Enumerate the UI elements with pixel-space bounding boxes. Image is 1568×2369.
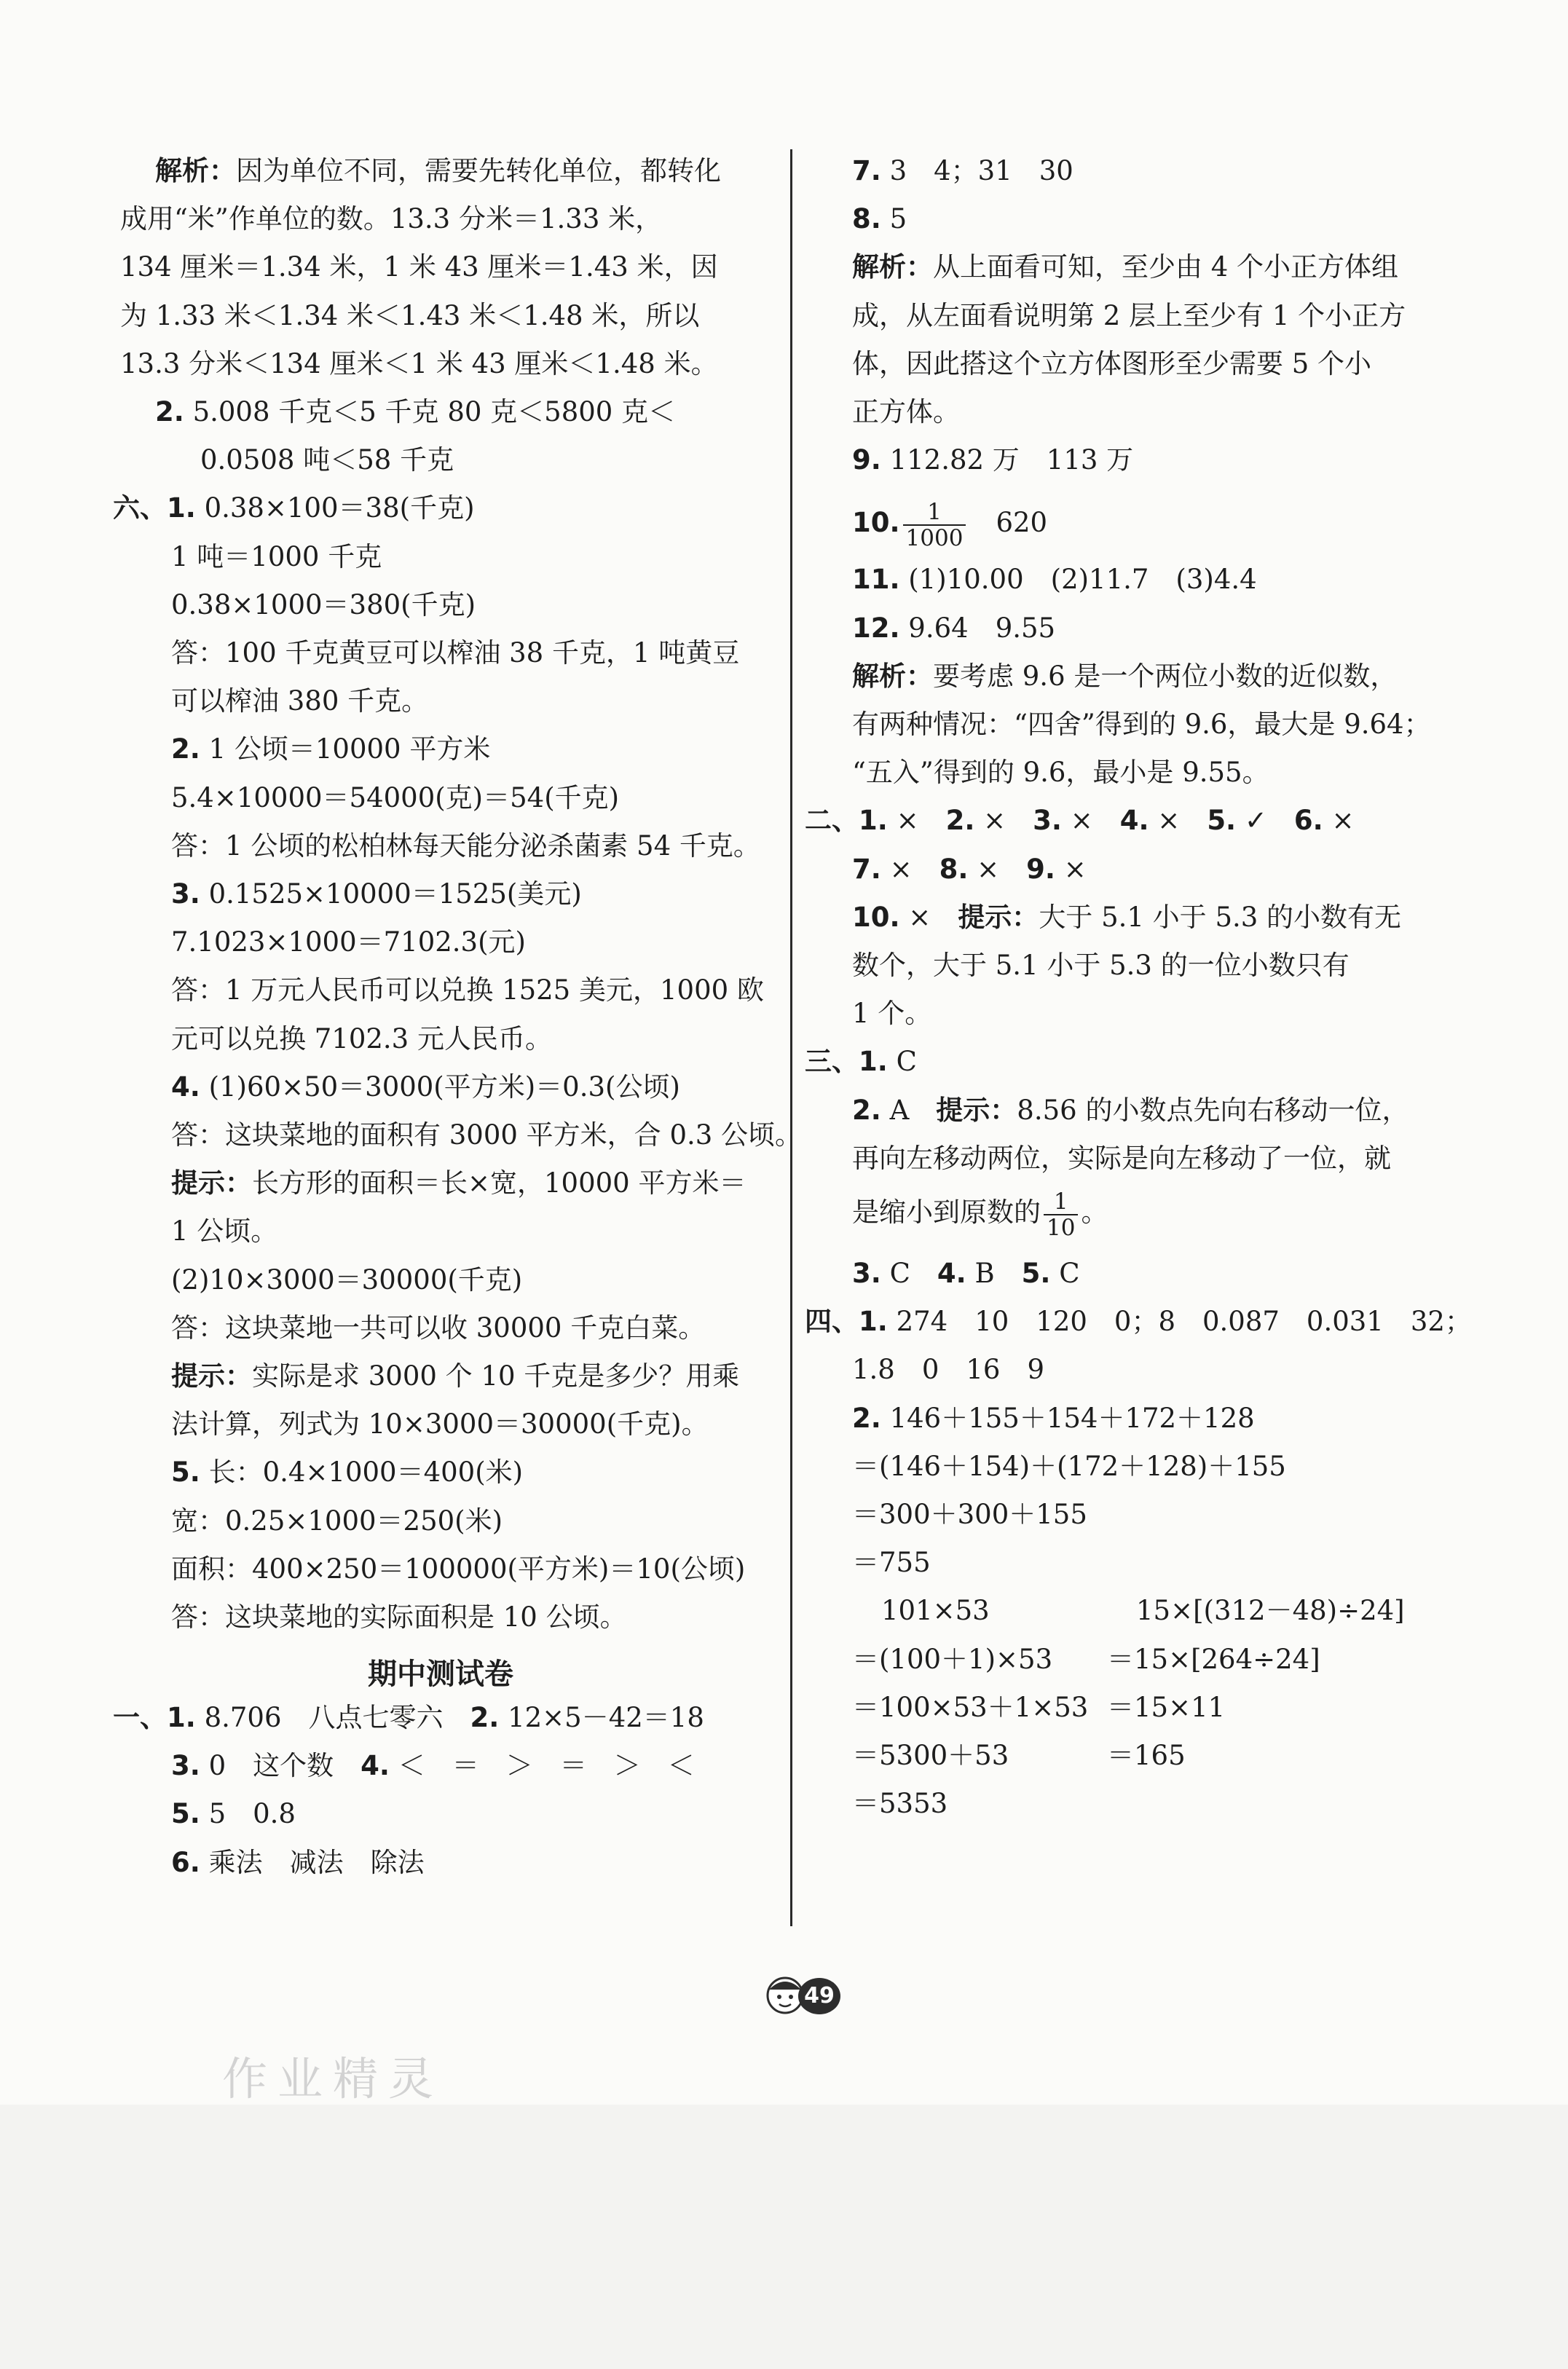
line-text: × xyxy=(887,805,946,836)
line-text: 从上面看可知，至少由 4 个小正方体组 xyxy=(933,251,1399,283)
line-text: × xyxy=(880,854,939,885)
line-text: C xyxy=(1050,1258,1080,1289)
answer-line xyxy=(171,1258,522,1302)
label-bold: 3. xyxy=(1033,805,1062,836)
answer-line xyxy=(171,1113,802,1157)
answer-line xyxy=(852,438,1133,482)
answer-line xyxy=(171,1065,680,1109)
answer-line xyxy=(852,751,1269,795)
answer-line xyxy=(852,1252,1080,1296)
label-bold: 六、1. xyxy=(113,492,196,524)
label-bold: 解析： xyxy=(155,155,236,186)
answer-line xyxy=(113,486,475,530)
answer-line xyxy=(171,1403,709,1446)
calc-step-a: ＝5300＋53 xyxy=(852,1740,1009,1771)
line-text: 可以榨油 380 千克。 xyxy=(171,685,429,717)
answer-line xyxy=(852,1493,1087,1537)
line-text: 要考虑 9.6 是一个两位小数的近似数， xyxy=(933,661,1398,692)
label-bold: 提示： xyxy=(936,1095,1017,1126)
answer-line xyxy=(200,438,454,482)
label-bold: 2. xyxy=(945,805,975,836)
line-text: 12×5－42＝18 xyxy=(499,1702,704,1733)
calc-step-a: ＝5353 xyxy=(852,1788,948,1819)
fraction-denominator: 1000 xyxy=(905,524,964,551)
line-text: 是缩小到原数的 xyxy=(852,1197,1041,1228)
answer-line xyxy=(171,776,619,820)
label-bold: 7. xyxy=(852,854,881,885)
line-text: 0.1525×10000＝1525(美元) xyxy=(200,878,582,910)
answer-line xyxy=(171,679,428,723)
answer-line xyxy=(171,921,526,964)
answer-line xyxy=(852,1541,931,1585)
label-bold: 提示： xyxy=(171,1360,252,1392)
line-text: “五入”得到的 9.6，最小是 9.55。 xyxy=(852,757,1269,788)
answer-line xyxy=(113,1696,704,1740)
label-bold: 11. xyxy=(852,564,900,595)
line-text: 0 这个数 xyxy=(200,1750,361,1781)
page-number-badge xyxy=(763,1971,842,2020)
label-bold: 四、1. xyxy=(805,1306,888,1337)
answer-line xyxy=(171,969,764,1012)
label-bold: 9. xyxy=(1026,854,1055,885)
line-text: ＝300＋300＋155 xyxy=(852,1499,1087,1530)
answer-line xyxy=(852,1183,1108,1242)
line-text: 答：这块菜地的面积有 3000 平方米，合 0.3 公顷。 xyxy=(171,1119,803,1151)
label-bold: 3. xyxy=(171,878,200,910)
answer-line xyxy=(120,342,718,386)
answer-line xyxy=(171,1306,705,1350)
line-text: × xyxy=(968,854,1027,885)
answer-line xyxy=(852,197,907,241)
line-text: × xyxy=(1149,805,1207,836)
answer-line xyxy=(171,1596,627,1639)
line-text: 答：1 公顷的松柏林每天能分泌杀菌素 54 千克。 xyxy=(171,830,760,862)
label-bold: 6. xyxy=(171,1847,200,1878)
label-bold: 2. xyxy=(171,733,200,765)
answer-line xyxy=(171,728,490,771)
answer-line xyxy=(171,1451,523,1494)
answer-line xyxy=(852,342,1371,386)
calc-step-a: ＝100×53＋1×53 xyxy=(852,1692,1089,1723)
label-bold: 10. xyxy=(852,902,900,933)
label-bold: 10. xyxy=(852,507,900,538)
label-bold: 提示： xyxy=(958,902,1039,933)
line-text: ＜ ＝ ＞ ＝ ＞ ＜ xyxy=(389,1750,695,1781)
answer-line xyxy=(852,992,931,1036)
line-text: 再向左移动两位，实际是向左移动了一位，就 xyxy=(852,1143,1391,1174)
label-bold: 三、1. xyxy=(805,1046,888,1077)
label-bold: 4. xyxy=(171,1071,200,1103)
label-bold: 解析： xyxy=(852,661,933,692)
answer-line xyxy=(852,1397,1255,1440)
line-text: × xyxy=(1055,854,1087,885)
answer-line xyxy=(171,1355,739,1398)
answer-line xyxy=(171,535,382,579)
line-text: 体，因此搭这个立方体图形至少需要 5 个小 xyxy=(852,348,1372,379)
fraction-denominator: 10 xyxy=(1047,1214,1076,1241)
answer-line xyxy=(171,1841,425,1885)
line-text: A xyxy=(880,1095,937,1126)
line-text: 答：1 万元人民币可以兑换 1525 美元，1000 欧 xyxy=(171,974,764,1006)
answer-line xyxy=(171,1792,296,1836)
answer-line xyxy=(171,583,476,627)
line-text: (1)10.00 (2)11.7 (3)4.4 xyxy=(899,564,1257,595)
answer-line xyxy=(171,1548,745,1591)
label-bold: 4. xyxy=(1119,805,1149,836)
label-bold: 7. xyxy=(852,155,881,186)
answer-line xyxy=(171,1017,552,1061)
answer-line xyxy=(852,1089,1409,1132)
line-text: 正方体。 xyxy=(852,396,960,427)
line-text: 实际是求 3000 个 10 千克是多少？用乘 xyxy=(252,1360,740,1392)
fraction-numerator: 1 xyxy=(903,500,966,526)
answer-line xyxy=(852,896,1401,939)
label-bold: 4. xyxy=(937,1258,966,1289)
line-text: ＝755 xyxy=(852,1547,931,1578)
answer-line xyxy=(852,1137,1391,1180)
line-text: ✓ xyxy=(1236,805,1294,836)
line-text: 有两种情况：“四舍”得到的 9.6，最大是 9.64； xyxy=(852,709,1431,740)
fraction-numerator: 1 xyxy=(1044,1189,1078,1215)
calc-step-b: ＝15×[264÷24] xyxy=(1107,1644,1320,1675)
label-bold: 3. xyxy=(171,1750,200,1781)
line-text: C xyxy=(887,1046,917,1077)
line-text: C xyxy=(880,1258,937,1289)
line-text: 8.706 八点七零六 xyxy=(195,1702,470,1733)
line-text: 长方形的面积＝长×宽，10000 平方米＝ xyxy=(252,1167,746,1199)
line-text: 数个，大于 5.1 小于 5.3 的一位小数只有 xyxy=(852,950,1350,981)
answer-line xyxy=(852,149,1073,193)
line-text: 1 公顷＝10000 平方米 xyxy=(200,733,491,765)
line-text: 。 xyxy=(1081,1197,1108,1228)
answer-line xyxy=(852,390,960,434)
line-text: 146＋155＋154＋172＋128 xyxy=(880,1403,1255,1434)
answer-line xyxy=(155,149,721,193)
label-bold: 9. xyxy=(852,444,881,476)
label-bold: 2. xyxy=(852,1095,881,1126)
line-text: 13.3 分米＜134 厘米＜1 米 43 厘米＜1.48 米。 xyxy=(120,348,718,379)
line-text: 7.1023×1000＝7102.3(元) xyxy=(171,926,526,958)
answer-line xyxy=(805,1040,917,1084)
answer-line xyxy=(171,1744,695,1788)
answer-line xyxy=(171,1162,746,1205)
line-text: 为 1.33 米＜1.34 米＜1.43 米＜1.48 米，所以 xyxy=(120,300,700,331)
label-bold: 12. xyxy=(852,612,900,644)
label-bold: 8. xyxy=(939,854,969,885)
calc-step-a: ＝(100＋1)×53 xyxy=(852,1644,1053,1675)
line-text: B xyxy=(966,1258,1022,1289)
answer-line xyxy=(171,1210,277,1253)
line-text: 答：这块菜地的实际面积是 10 公顷。 xyxy=(171,1601,627,1633)
label-bold: 2. xyxy=(155,396,184,427)
line-text: 1.8 0 16 9 xyxy=(852,1354,1045,1385)
line-text: × xyxy=(974,805,1033,836)
line-text: ＝(146＋154)＋(172＋128)＋155 xyxy=(852,1451,1286,1482)
calc-step-b: 15×[(312－48)÷24] xyxy=(1136,1595,1405,1626)
line-text: 3 4；31 30 xyxy=(880,155,1073,186)
line-text: 5 0.8 xyxy=(200,1798,296,1829)
answer-line xyxy=(120,294,699,338)
line-text: 成用“米”作单位的数。13.3 分米＝1.33 米， xyxy=(120,203,663,234)
answer-line xyxy=(155,390,675,434)
watermark: 作业精灵 xyxy=(222,2052,444,2105)
label-bold: 4. xyxy=(361,1750,390,1781)
label-bold: 3. xyxy=(852,1258,881,1289)
answer-line xyxy=(852,245,1398,289)
label-bold: 5. xyxy=(1021,1258,1051,1289)
line-text: 长：0.4×1000＝400(米) xyxy=(200,1457,524,1488)
label-bold: 5. xyxy=(171,1457,200,1488)
answer-line xyxy=(120,245,718,289)
page-bottom-margin xyxy=(0,2105,1568,2369)
line-text: 620 xyxy=(969,507,1048,538)
line-text: 274 10 120 0；8 0.087 0.031 32； xyxy=(887,1306,1472,1337)
answer-line xyxy=(171,824,760,868)
answer-line xyxy=(852,294,1406,338)
line-text: 0.0508 吨＜58 千克 xyxy=(200,444,454,476)
fraction xyxy=(903,500,966,551)
answer-line xyxy=(171,872,582,916)
answer-line xyxy=(171,1499,503,1543)
line-text: 答：这块菜地一共可以收 30000 千克白菜。 xyxy=(171,1312,706,1344)
line-text: × xyxy=(1061,805,1120,836)
calc-step-b: ＝165 xyxy=(1107,1740,1186,1771)
line-text: 成，从左面看说明第 2 层上至少有 1 个小正方 xyxy=(852,300,1406,331)
answer-line xyxy=(852,1445,1286,1489)
line-text: 大于 5.1 小于 5.3 的小数有无 xyxy=(1039,902,1402,933)
line-text: 1 个。 xyxy=(852,998,932,1029)
answer-line xyxy=(852,607,1055,650)
label-bold: 提示： xyxy=(171,1167,252,1199)
answer-line xyxy=(805,799,1354,843)
line-text: 1 公顷。 xyxy=(171,1215,278,1247)
fraction xyxy=(1044,1189,1078,1240)
answer-line xyxy=(852,495,1047,551)
line-text: 面积：400×250＝100000(平方米)＝10(公顷) xyxy=(171,1553,746,1585)
line-text: 134 厘米＝1.34 米，1 米 43 厘米＝1.43 米，因 xyxy=(120,251,718,283)
answer-line xyxy=(852,655,1397,698)
answer-line xyxy=(852,558,1257,602)
label-bold: 一、1. xyxy=(113,1702,196,1733)
calc-step-a: 101×53 xyxy=(881,1595,990,1626)
line-text: 5.008 千克＜5 千克 80 克＜5800 克＜ xyxy=(184,396,676,427)
answer-line xyxy=(171,631,739,675)
answer-line xyxy=(852,1348,1044,1392)
line-text: 法计算，列式为 10×3000＝30000(千克)。 xyxy=(171,1408,709,1440)
answer-line xyxy=(852,703,1431,746)
label-bold: 6. xyxy=(1293,805,1323,836)
line-text: 5 xyxy=(880,203,907,234)
label-bold: 二、1. xyxy=(805,805,888,836)
answer-line xyxy=(852,944,1350,988)
line-text: × xyxy=(1323,805,1355,836)
line-text: × xyxy=(899,902,958,933)
section-title: 期中测试卷 xyxy=(368,1657,513,1691)
answer-line xyxy=(805,1300,1472,1344)
line-text: 答：100 千克黄豆可以榨油 38 千克，1 吨黄豆 xyxy=(171,637,740,669)
line-text: 9.64 9.55 xyxy=(899,612,1056,644)
answer-line xyxy=(852,848,1087,891)
line-text: 0.38×100＝38(千克) xyxy=(195,492,475,524)
answer-line xyxy=(120,197,662,241)
line-text: 因为单位不同，需要先转化单位，都转化 xyxy=(236,155,721,186)
line-text: 8.56 的小数点先向右移动一位， xyxy=(1017,1095,1409,1126)
label-bold: 2. xyxy=(852,1403,881,1434)
line-text: 112.82 万 113 万 xyxy=(880,444,1134,476)
column-divider xyxy=(790,149,792,1926)
line-text: (2)10×3000＝30000(千克) xyxy=(171,1264,523,1296)
page-number: 49 xyxy=(798,1978,840,2014)
line-text: 乘法 减法 除法 xyxy=(200,1847,425,1878)
line-text: 宽：0.25×1000＝250(米) xyxy=(171,1505,503,1537)
line-text: 1 吨＝1000 千克 xyxy=(171,541,382,572)
label-bold: 解析： xyxy=(852,251,933,283)
line-text: 元可以兑换 7102.3 元人民币。 xyxy=(171,1023,552,1055)
calc-step-b: ＝15×11 xyxy=(1107,1692,1226,1723)
line-text: 0.38×1000＝380(千克) xyxy=(171,589,476,620)
label-bold: 8. xyxy=(852,203,881,234)
line-text: (1)60×50＝3000(平方米)＝0.3(公顷) xyxy=(200,1071,680,1103)
label-bold: 5. xyxy=(1207,805,1237,836)
label-bold: 5. xyxy=(171,1798,200,1829)
line-text: 5.4×10000＝54000(克)＝54(千克) xyxy=(171,782,620,813)
label-bold: 2. xyxy=(470,1702,500,1733)
